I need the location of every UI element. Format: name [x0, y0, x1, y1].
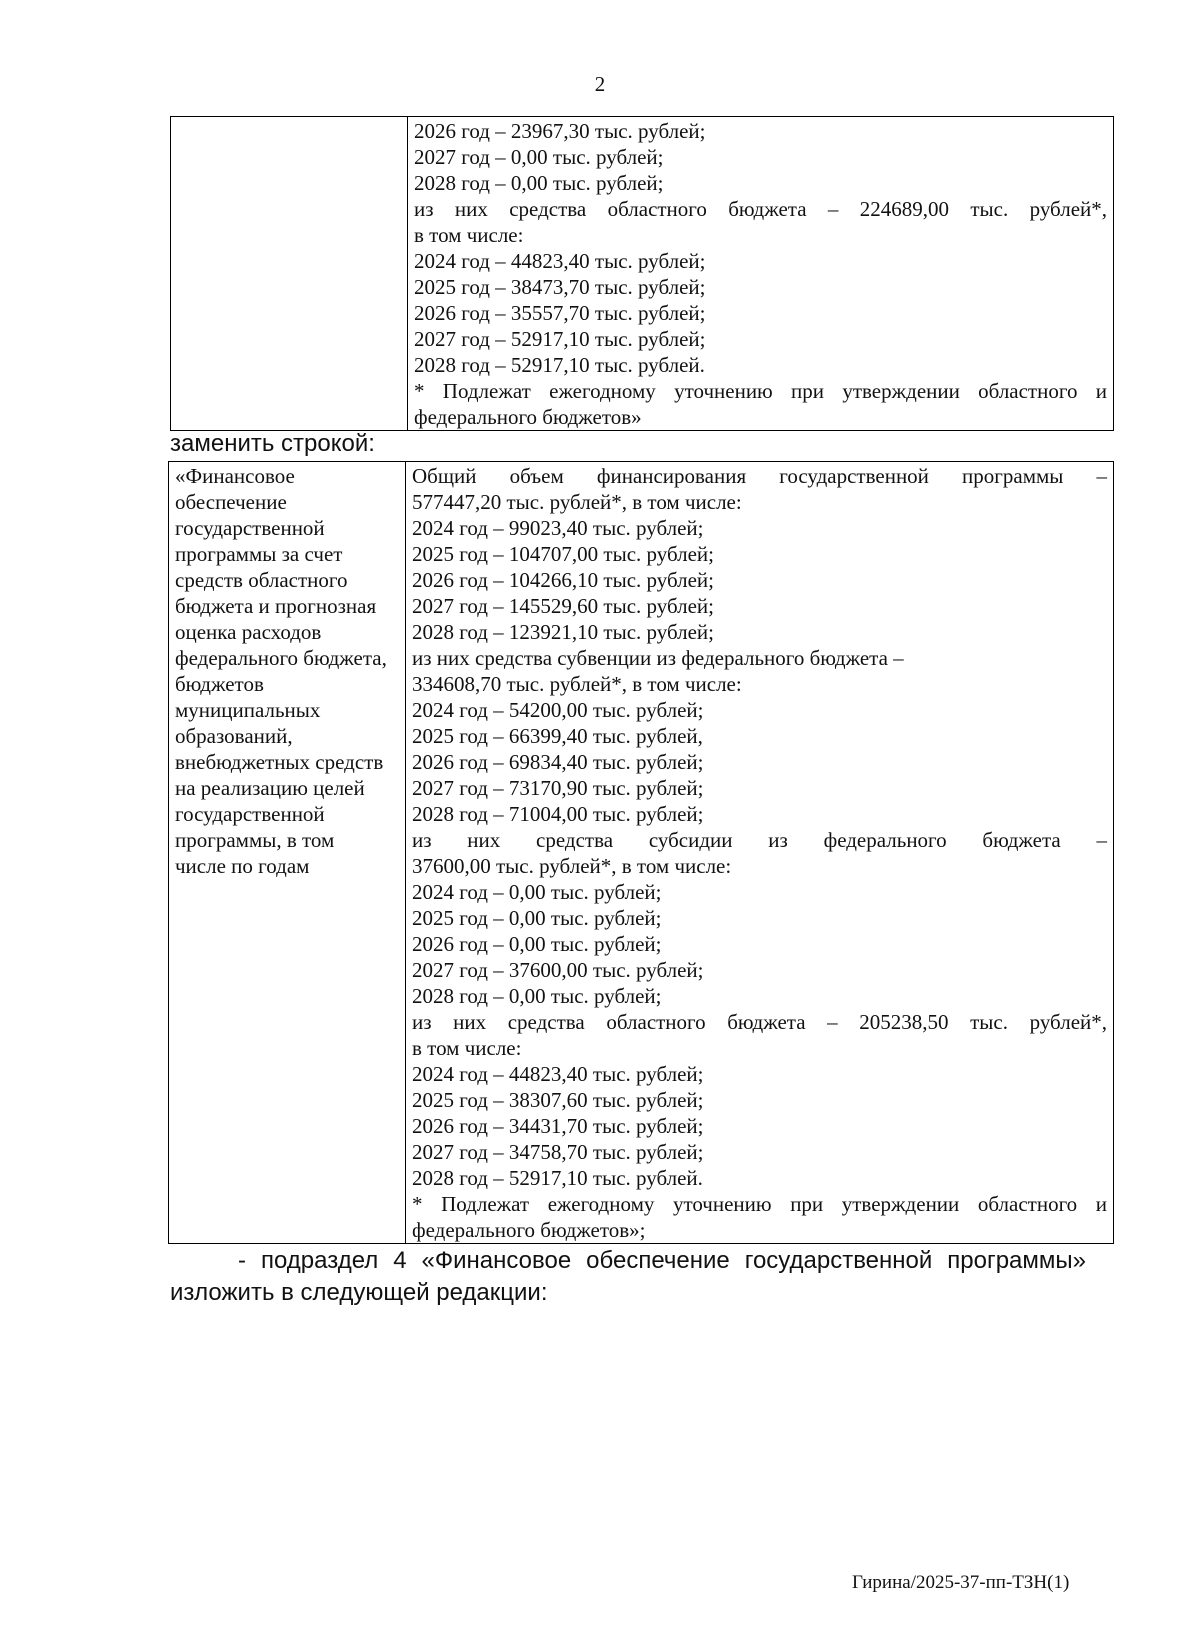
text-line: 2028 год – 0,00 тыс. рублей;: [414, 171, 664, 195]
text-line: 2025 год – 66399,40 тыс. рублей,: [412, 724, 703, 748]
text-line: из них средства субвенции из федерального бюджета –: [412, 646, 904, 670]
text-line: 2028 год – 52917,10 тыс. рублей.: [412, 1166, 703, 1190]
table-cell-empty: [171, 117, 408, 431]
text-line: «Финансовое: [175, 464, 295, 488]
text-line: 2027 год – 145529,60 тыс. рублей;: [412, 594, 715, 618]
text-line: образований,: [175, 724, 293, 748]
text-line: 2025 год – 38473,70 тыс. рублей;: [414, 275, 706, 299]
text-line: муниципальных: [175, 698, 321, 722]
table-replacement: [168, 461, 1114, 1244]
text-line: 2025 год – 104707,00 тыс. рублей;: [412, 542, 715, 566]
text-line: из них средства областного бюджета – 205238,50 тыс. рублей*,: [412, 1010, 1107, 1034]
text-line: федерального бюджетов»: [414, 405, 642, 429]
page-number: 2: [594, 72, 606, 96]
text-line: 2028 год – 71004,00 тыс. рублей;: [412, 802, 704, 826]
text-line: 2028 год – 0,00 тыс. рублей;: [412, 984, 662, 1008]
text-line: 2025 год – 38307,60 тыс. рублей;: [412, 1088, 704, 1112]
text-line: 2024 год – 54200,00 тыс. рублей;: [412, 698, 704, 722]
text-line: Общий объем финансирования государственной программы –: [412, 464, 1107, 488]
text-line: 2027 год – 34758,70 тыс. рублей;: [412, 1140, 704, 1164]
text-line: 2026 год – 69834,40 тыс. рублей;: [412, 750, 704, 774]
text-line: 2024 год – 44823,40 тыс. рублей;: [412, 1062, 704, 1086]
paragraph-subsection-4: [170, 1245, 1086, 1309]
text-line: федерального бюджета,: [175, 646, 387, 670]
table-cell-row-title: [169, 462, 406, 1244]
table-row: [171, 117, 1114, 431]
text-line: бюджета и прогнозная: [175, 594, 377, 618]
text-line: 2025 год – 0,00 тыс. рублей;: [412, 906, 662, 930]
paragraph-line: изложить в следующей редакции:: [170, 1279, 548, 1306]
text-line: в том числе:: [412, 1036, 522, 1060]
table-continued: [170, 116, 1114, 431]
text-line: 334608,70 тыс. рублей*, в том числе:: [412, 672, 742, 696]
text-line: 2028 год – 123921,10 тыс. рублей;: [412, 620, 715, 644]
footer-document-code: Гирина/2025-37-пп-ТЗН(1): [852, 1572, 1070, 1593]
text-line: числе по годам: [175, 854, 310, 878]
table-row: [169, 462, 1114, 1244]
replace-instruction: заменить строкой:: [170, 430, 375, 457]
text-line: 2028 год – 52917,10 тыс. рублей.: [414, 353, 705, 377]
table-cell-financing: [406, 462, 1114, 1244]
text-line: 2024 год – 99023,40 тыс. рублей;: [412, 516, 704, 540]
text-line: оценка расходов: [175, 620, 322, 644]
text-line: 2024 год – 0,00 тыс. рублей;: [412, 880, 662, 904]
text-line: 2026 год – 23967,30 тыс. рублей;: [414, 119, 706, 143]
text-line: бюджетов: [175, 672, 264, 696]
text-line: 2027 год – 73170,90 тыс. рублей;: [412, 776, 704, 800]
text-line: программы за счет: [175, 542, 343, 566]
text-line: * Подлежат ежегодному уточнению при утверждении областного и: [412, 1192, 1107, 1216]
text-line: 2024 год – 44823,40 тыс. рублей;: [414, 249, 706, 273]
text-line: 2027 год – 52917,10 тыс. рублей;: [414, 327, 706, 351]
text-line: 2027 год – 0,00 тыс. рублей;: [414, 145, 664, 169]
text-line: государственной: [175, 516, 325, 540]
text-line: из них средства областного бюджета – 224689,00 тыс. рублей*,: [414, 197, 1107, 221]
text-line: 2026 год – 104266,10 тыс. рублей;: [412, 568, 715, 592]
text-line: обеспечение: [175, 490, 287, 514]
paragraph-line: - подраздел 4 «Финансовое обеспечение государственной программы»: [238, 1247, 1086, 1274]
text-line: федерального бюджетов»;: [412, 1218, 646, 1242]
table-cell-financing-continued: [408, 117, 1114, 431]
text-line: 577447,20 тыс. рублей*, в том числе:: [412, 490, 742, 514]
text-line: из них средства субсидии из федерального бюджета –: [412, 828, 1107, 852]
text-line: 2026 год – 35557,70 тыс. рублей;: [414, 301, 706, 325]
text-line: программы, в том: [175, 828, 335, 852]
text-line: 2027 год – 37600,00 тыс. рублей;: [412, 958, 704, 982]
text-line: на реализацию целей: [175, 776, 365, 800]
text-line: * Подлежат ежегодному уточнению при утверждении областного и: [414, 379, 1107, 403]
text-line: внебюджетных средств: [175, 750, 384, 774]
text-line: 2026 год – 34431,70 тыс. рублей;: [412, 1114, 704, 1138]
text-line: в том числе:: [414, 223, 524, 247]
text-line: 37600,00 тыс. рублей*, в том числе:: [412, 854, 732, 878]
text-line: средств областного: [175, 568, 348, 592]
text-line: государственной: [175, 802, 325, 826]
text-line: 2026 год – 0,00 тыс. рублей;: [412, 932, 662, 956]
